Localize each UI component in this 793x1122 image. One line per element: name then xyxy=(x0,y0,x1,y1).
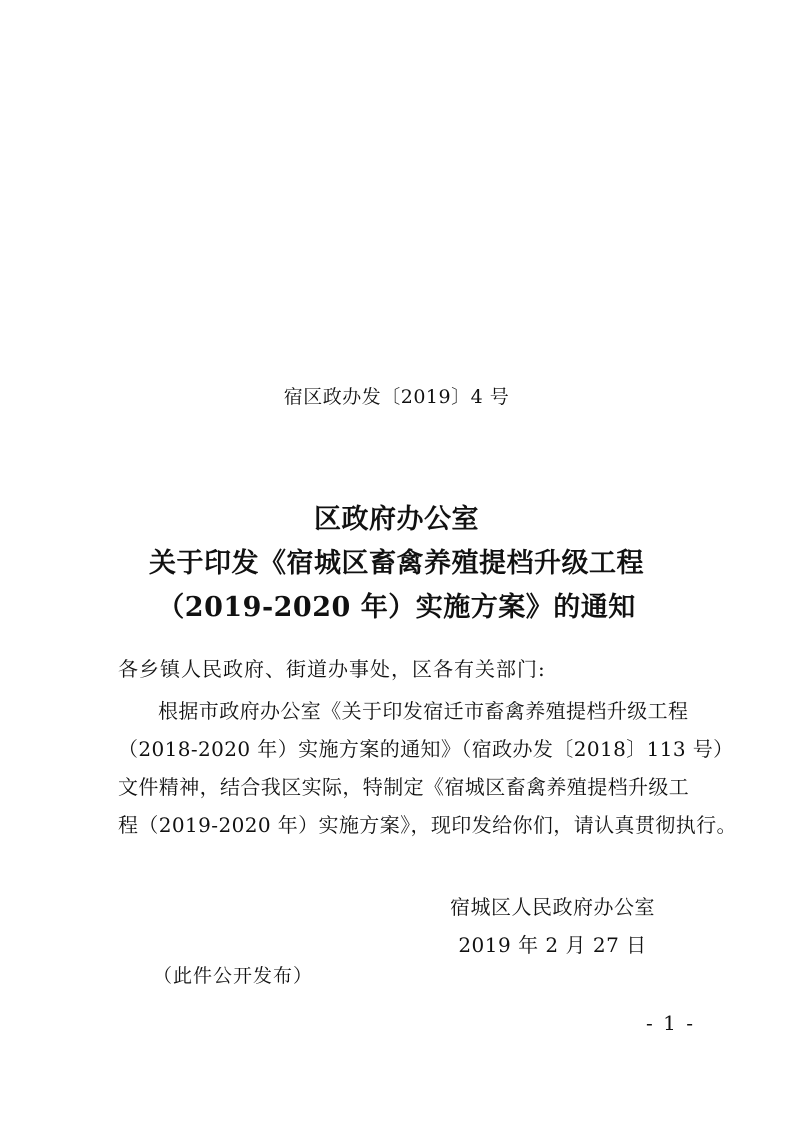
page-number: - 1 - xyxy=(646,1011,695,1035)
document-number: 宿区政办发〔2019〕4 号 xyxy=(283,386,510,408)
body-paragraph xyxy=(118,692,737,844)
body-line-2: （2018-2020 年）实施方案的通知》（宿政办发〔2018〕113 号） xyxy=(118,737,734,761)
disclosure-note: （此件公开发布） xyxy=(153,965,314,987)
title-line-3: （2019-2020 年）实施方案》的通知 xyxy=(157,592,636,623)
issuer-name: 宿城区人民政府办公室 xyxy=(450,895,655,919)
document-title xyxy=(0,498,793,630)
body-line-1: 根据市政府办公室《关于印发宿迁市畜禽养殖提档升级工程 xyxy=(158,699,689,723)
title-line-2: 关于印发《宿城区畜禽养殖提档升级工程 xyxy=(149,548,644,579)
recipient-line: 各乡镇人民政府、街道办事处，区各有关部门: xyxy=(118,657,546,681)
issue-date: 2019 年 2 月 27 日 xyxy=(458,933,647,957)
signature-block xyxy=(450,888,655,964)
title-line-1: 区政府办公室 xyxy=(314,504,479,535)
body-line-4: 程（2019-2020 年）实施方案》，现印发给你们，请认真贯彻执行。 xyxy=(118,813,737,837)
body-line-3: 文件精神，结合我区实际，特制定《宿城区畜禽养殖提档升级工 xyxy=(118,775,690,799)
